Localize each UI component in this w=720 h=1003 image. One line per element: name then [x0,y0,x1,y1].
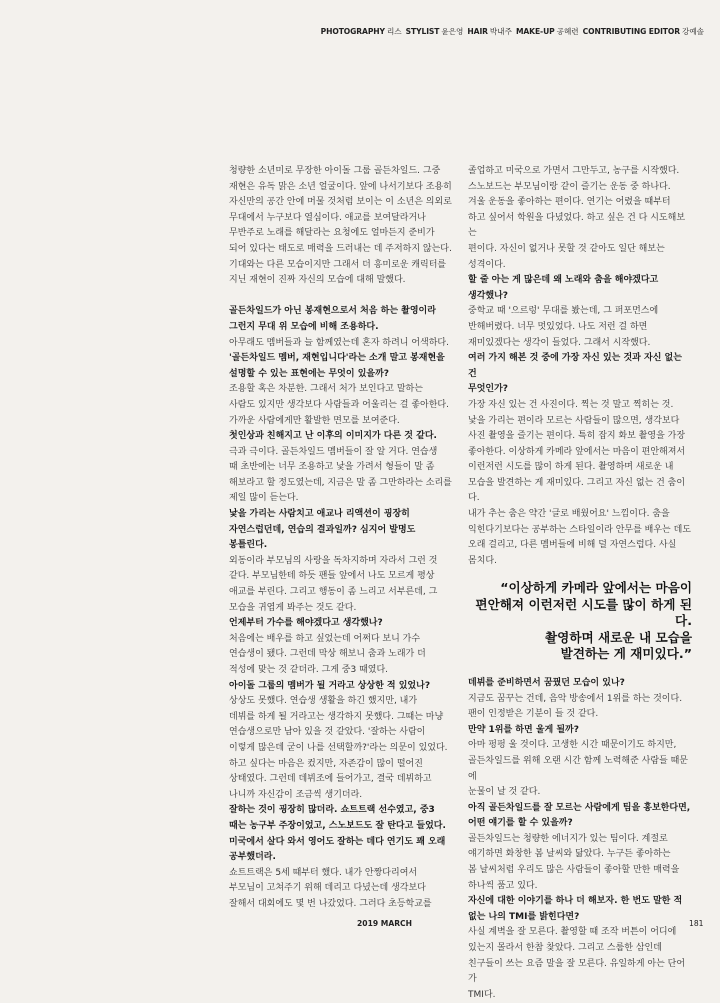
question-line: 여러 가지 해본 것 중에 가장 자신 있는 것과 자신 없는 건 [468,353,682,379]
paragraph-gap [229,289,453,305]
body-line: 반해버렸다. 너무 멋있었다. 나도 저런 걸 하면 [468,321,648,332]
body-line: 내가 추는 춤은 약간 '글로 배웠어요' 느낌이다. 춤을 [468,509,670,520]
question-line: 어떤 얘기를 할 수 있을까? [468,818,573,829]
credit-role: PHOTOGRAPHY [320,27,385,36]
body-line: 상상도 못했다. 연습생 생활을 하긴 했지만, 내가 [229,696,418,707]
body-line: 나니까 자신감이 조금씩 생기더라. [229,789,363,800]
body-line: 연습생이 됐다. 그런데 막상 해보니 춤과 노래가 더 [229,649,426,660]
question-line: 골든차일드가 아닌 봉재현으로서 처음 하는 촬영이라 [229,306,436,317]
credit-role: MAKE-UP [515,27,555,36]
body-line: 극과 극이다. 골든차일드 멤버들이 잘 알 거다. 연습생 [229,446,438,457]
question-line: 무엇인가? [468,384,508,395]
body-line: 가장 자신 있는 건 사진이다. 찍는 것 말고 찍히는 것. [468,399,674,410]
pull-quote-line: “이상하게 카메라 앞에서는 마음이 [500,580,692,596]
question-line: 없는 나의 TMI를 밝힌다면? [468,911,580,922]
question-line: 자연스럽던데, 연습의 결과일까? 심지어 발명도 [229,524,416,535]
body-line: 기대와는 다른 모습이지만 그래서 더 흥미로운 캐릭터를 [229,259,447,270]
body-line: 골든차일드를 위해 오랜 시간 함께 노력해준 사람들 때문에 [468,755,688,782]
question-line: 그런지 무대 위 모습에 비해 조용하다. [229,321,379,332]
body-line: 중학교 때 '으르렁' 무대를 봤는데, 그 퍼포먼스에 [468,306,659,317]
body-line: 하나씩 품고 있다. [468,880,538,891]
body-line: 쇼트트랙은 5세 때부터 했다. 내가 안짱다리여서 [229,867,418,878]
article-left-column [229,164,453,913]
right-column-top [468,164,692,569]
body-line: 오래 걸리고, 다른 멤버들에 비해 덜 자연스럽다. 사실 [468,540,677,551]
body-line: 지금도 꿈꾸는 건데, 음악 방송에서 1위를 하는 것이다. [468,693,683,704]
body-line: 상태였다. 그런데 데뷔조에 들어가고, 결국 데뷔하고 [229,774,432,785]
body-line: 사실 계벽을 잘 모른다. 촬영할 때 조작 버튼이 어디에 [468,927,677,938]
body-line: 익힌다기보다는 공부하는 스타일이라 안무를 배우는 데도 [468,524,691,535]
body-line: 연습생으로만 남아 있을 것 같았다. '잘하는 사람이 [229,727,426,738]
body-line: 외동이라 부모님의 사랑을 독차지하며 자라서 그런 것 [229,555,438,566]
body-line: 졸업하고 미국으로 가면서 그만두고, 농구를 시작했다. [468,166,680,176]
body-line: 모습을 귀엽게 봐주는 것도 같다. [229,602,357,613]
question-line: 생각했나? [468,290,508,301]
question-line: 첫인상과 친해지고 난 이후의 이미지가 다른 것 같다. [229,431,437,442]
credit-role: STYLIST [405,27,440,36]
credit-name: 박내주 [489,27,512,36]
body-line: 아마 펑펑 울 것이다. 고생한 시간 때문이기도 하지만, [468,740,677,751]
question-line: 미국에서 살다 와서 영어도 잘하는 데다 연기도 꽤 오래 [229,836,446,847]
body-line: 성격이다. [468,259,506,270]
body-line: 하고 싶다는 마음은 컸지만, 자존감이 많이 떨어진 [229,758,423,769]
issue-date: 2019 MARCH [357,919,412,928]
question-line: 아직 골든차일드를 잘 모르는 사람에게 팀을 홍보한다면, [468,802,691,813]
body-line: 같다. 부모님한테 하듯 팬들 앞에서 나도 모르게 평상 [229,571,435,582]
body-line: 겨울 운동을 좋아하는 편이다. 연기는 어렸을 때부터 [468,197,671,208]
right-column-bottom [468,676,692,1003]
body-line: 조용할 혹은 차분한. 그래서 처가 보인다고 말하는 [229,384,423,395]
body-line: 모습을 발견하는 게 재미있다. 그리고 자신 없는 건 춤이다. [468,477,686,504]
body-line: 이런저런 시도를 많이 하게 된다. 촬영하며 새로운 내 [468,462,674,473]
credit-name: 강예솔 [681,27,704,36]
body-line: 지닌 재현이 진짜 자신의 모습에 대해 말했다. [229,275,406,286]
question-line: 할 줄 아는 게 많은데 왜 노래와 춤을 해야겠다고 [468,275,659,286]
body-line: 잘해서 대회에도 몇 번 나갔었다. 그러다 초등학교를 [229,898,432,909]
body-line: 편이다. 자신이 없거나 못할 것 같아도 일단 해보는 [468,243,665,254]
question-line: 만약 1위를 하면 울게 될까? [468,724,579,735]
question-line: 아이돌 그룹의 멤버가 될 거라고 상상한 적 있었나? [229,680,431,691]
body-line: 재미있겠다는 생각이 들었다. 그래서 시작했다. [468,337,651,348]
pull-quote-line: 발견하는 게 재미있다.” [560,646,692,662]
body-line: 낯을 가리는 편이라 모르는 사람들이 많으면, 생각보다 [468,415,680,426]
credit-name: 공혜련 [556,27,579,36]
question-line: 데뷔를 준비하면서 꿈꿨던 모습이 있나? [468,677,625,688]
body-line: 데뷔를 하게 될 거라고는 생각하지 못했다. 그때는 마냥 [229,711,444,722]
body-line: 때 초반에는 너무 조용하고 낯을 가려서 형들이 말 좀 [229,462,435,473]
body-line: 친구들이 쓰는 요즘 말을 잘 모른다. 유일하게 아는 단어가 [468,958,686,985]
body-line: 팬이 인정받은 기분이 들 것 같다. [468,709,599,720]
body-line: 부모님이 고쳐주기 위해 데리고 다녔는데 생각보다 [229,883,426,894]
question-line: 언제부터 가수를 해야겠다고 생각했나? [229,618,383,629]
question-line: '골든차일드 멤버, 재현입니다'라는 소개 말고 봉재현을 [229,353,445,364]
question-line: 공부했더라. [229,852,276,863]
question-line: 때는 농구부 주장이었고, 스노보드도 잘 탄다고 들었다. [229,820,446,831]
body-line: 되어 있다는 태도로 매력을 드러내는 데 주저하지 않는다. [229,243,452,254]
pull-quote-line: 편안해져 이런저런 시도를 많이 하게 된다. [475,596,692,629]
body-line: 가까운 사람에게만 활발한 면모를 보여준다. [229,415,400,426]
credit-name: 리스 [386,27,402,36]
body-line: 사진 촬영을 즐기는 편이다. 특히 잡지 화보 촬영을 가장 [468,431,686,442]
body-line: 무대에서 누구보다 열심이다. 애교를 보여달라거나 [229,212,426,223]
body-line: 좋아한다. 이상하게 카메라 앞에서는 마음이 편안해져서 [468,446,686,457]
article-right-column [468,164,692,1003]
body-line: 얘기하면 화창한 봄 날씨와 닮았다. 누구든 좋아하는 [468,849,671,860]
body-line: 자신만의 공간 안에 머물 것처럼 보이는 이 소년은 의외로 [229,197,452,208]
credit-role: HAIR [467,27,488,36]
body-line: 무반주로 노래를 해달라는 요청에도 얼마든지 준비가 [229,228,435,239]
pull-quote [468,580,692,663]
credit-role: CONTRIBUTING EDITOR [582,27,680,36]
body-line: 이렇게 많은데 굳이 나를 선택할까?'라는 의문이 있었다. [229,742,448,753]
body-line: 눈물이 날 것 같다. [468,787,541,798]
body-line: 해보라고 할 정도였는데, 지금은 말 좀 그만하라는 소리를 [229,477,452,488]
body-line: 하고 싶어서 학원을 다녔었다. 하고 싶은 건 다 시도해보는 [468,212,686,239]
question-line: 자신에 대한 이야기를 하나 더 해보자. 한 번도 말한 적 [468,896,683,907]
body-line: 아무래도 멤버들과 늘 함께였는데 혼자 하려니 어색하다. [229,337,449,348]
pull-quote-line: 촬영하며 새로운 내 모습을 [545,629,692,645]
body-line: 애교를 부린다. 그리고 행동이 좀 느리고 서부른데, 그 [229,587,438,598]
body-line: TMI다. [468,989,496,1000]
body-line: 몸치다. [468,555,497,566]
body-line: 골든차일드는 청량한 에너지가 있는 팀이다. 계절로 [468,833,668,844]
credit-name: 윤은영 [441,27,464,36]
question-line: 봉틀린다. [229,540,268,551]
question-line: 잘하는 것이 굉장히 많더라. 쇼트트랙 선수였고, 중3 [229,805,435,816]
body-line: 처음에는 배우를 하고 싶었는데 어쩌다 보니 가수 [229,633,421,644]
body-line: 있는지 몰라서 한참 찾았다. 그리고 스룹한 삼인데 [468,943,662,954]
body-line: 재현은 유독 맑은 소년 얼굴이다. 앞에 나서기보다 조용히 [229,181,452,192]
body-line: 적성에 맞는 것 같더라. 그게 중3 때였다. [229,665,389,675]
body-line: 사람도 있지만 생각보다 사람들과 어울리는 걸 좋아한다. [229,399,449,410]
question-line: 설명할 수 있는 표현에는 무엇이 있을까? [229,368,389,379]
body-line: 봄 날씨처럼 우리도 많은 사람들이 좋아할 만한 매력을 [468,865,680,876]
body-line: 제일 많이 듣는다. [229,493,299,504]
question-line: 낯을 가리는 사람치고 애교나 리액션이 굉장히 [229,509,410,520]
body-line: 스노보드는 부모님이랑 같이 즐기는 운동 중 하나다. [468,181,671,192]
body-line: 청량한 소년미로 무장한 아이돌 그룹 골든차일드. 그중 [229,166,441,176]
page-number: 181 [689,919,704,928]
photo-credits [12,27,708,37]
